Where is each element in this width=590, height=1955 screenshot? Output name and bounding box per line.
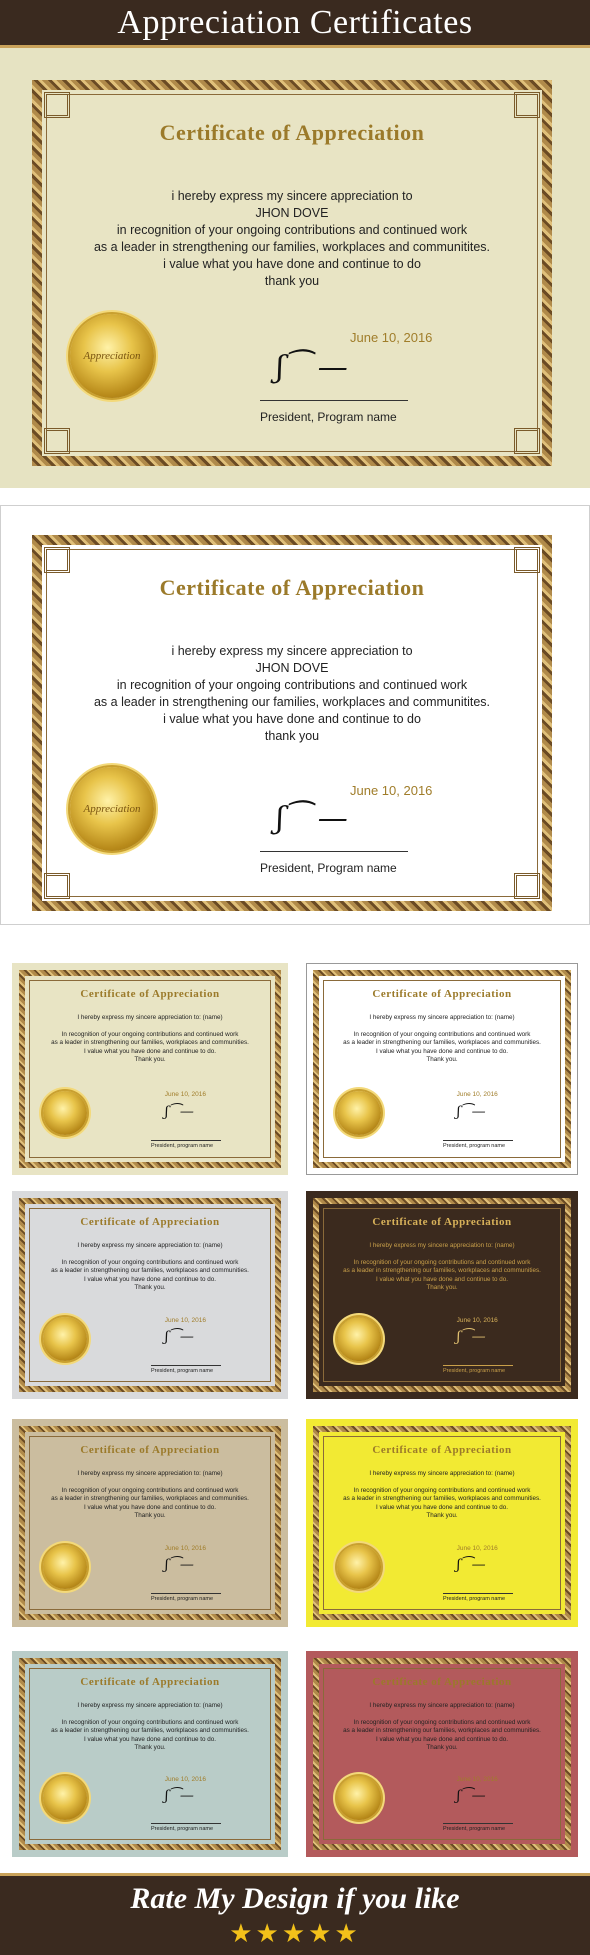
certificate-line: In recognition of your ongoing contributions and continued work [353, 1258, 531, 1266]
certificate-date: June 10, 2016 [350, 783, 433, 798]
gold-seal [70, 314, 154, 398]
corner-ornament [44, 92, 70, 118]
gold-seal [43, 1776, 87, 1820]
signature: ʃ⁀— [456, 1103, 486, 1120]
certificate-line: in recognition of your ongoing contributions and continued work [116, 678, 468, 692]
signer-name: President, program name [151, 1367, 214, 1374]
corner-ornament [514, 92, 540, 118]
certificate-title: Certificate of Appreciation [372, 988, 512, 1000]
certificate-line: I value what you have done and continue to do. [376, 1503, 508, 1511]
certificate-title: Certificate of Appreciation [80, 1444, 220, 1456]
certificate-line: as a leader in strengthening our families, workplaces and communities. [51, 1267, 249, 1274]
certificate-line: thank you [264, 729, 320, 743]
certificate-date: June 10, 2016 [350, 330, 433, 345]
certificate-line: as a leader in strengthening our families, workplaces and communities. [343, 1727, 541, 1734]
certificate-line: Thank you. [426, 1512, 458, 1519]
certificate-line: as a leader in strengthening our families, workplaces and communities. [51, 1727, 249, 1734]
certificate-line: i hereby express my sincere appreciation to [171, 644, 413, 658]
signer-name: President, program name [151, 1826, 214, 1833]
signature: ʃ⁀ — [276, 350, 348, 385]
certificate-line: I value what you have done and continue to do. [84, 1503, 216, 1511]
signature-line [151, 1593, 221, 1594]
certificate-line: as a leader in strengthening our families, workplaces and communities. [51, 1495, 249, 1502]
signature: ʃ⁀— [164, 1787, 194, 1804]
certificate-line: I value what you have done and continue to do. [84, 1275, 216, 1283]
gold-seal [337, 1317, 381, 1361]
certificate-line: In recognition of your ongoing contributions and continued work [61, 1486, 239, 1494]
signer-name: President, Program name [260, 410, 397, 424]
certificate-line: i hereby express my sincere appreciation to [171, 189, 413, 203]
signer-name: President, program name [443, 1143, 506, 1150]
certificate-line: Thank you. [426, 1056, 458, 1063]
certificate-line: Thank you. [426, 1744, 458, 1751]
certificate-line: Thank you. [426, 1284, 458, 1291]
rate-text: Rate My Design if you like [130, 1882, 460, 1915]
certificate-title: Certificate of Appreciation [372, 1676, 512, 1688]
certificate-line: Thank you. [134, 1512, 166, 1519]
corner-ornament [514, 428, 540, 454]
gold-seal [337, 1091, 381, 1135]
certificate-line: Thank you. [134, 1056, 166, 1063]
small-certificate [306, 1419, 578, 1627]
signer-name: President, Program name [260, 861, 397, 875]
certificate-line: In recognition of your ongoing contributions and continued work [61, 1030, 239, 1038]
small-certificate [12, 1191, 288, 1399]
certificate-date: June 10, 2016 [456, 1091, 498, 1099]
signature-line [260, 400, 408, 401]
gold-seal [43, 1317, 87, 1361]
certificate-line: as a leader in strengthening our families, workplaces and communities. [343, 1267, 541, 1274]
small-certificate [12, 963, 288, 1175]
certificate-line: In recognition of your ongoing contributions and continued work [353, 1718, 531, 1726]
signer-name: President, program name [443, 1826, 506, 1833]
header-banner [0, 0, 590, 48]
gold-seal [70, 767, 154, 851]
corner-ornament [44, 873, 70, 899]
certificate-date: June 10, 2016 [456, 1775, 498, 1783]
certificate-title: Certificate of Appreciation [372, 1444, 512, 1456]
large-certificate-white [32, 535, 552, 911]
certificate-line: In recognition of your ongoing contributions and continued work [61, 1258, 239, 1266]
certificate-line: Thank you. [134, 1744, 166, 1751]
certificate-line: I value what you have done and continue to do. [376, 1275, 508, 1283]
certificate-line: In recognition of your ongoing contributions and continued work [353, 1486, 531, 1494]
certificate-line: I hereby express my sincere appreciation to: (name) [369, 1014, 515, 1021]
certificate-line: thank you [264, 274, 320, 288]
certificate-date: June 10, 2016 [456, 1316, 498, 1324]
certificate-title: Certificate of Appreciation [159, 575, 425, 600]
certificate-line: In recognition of your ongoing contributions and continued work [61, 1718, 239, 1726]
certificate-line: I value what you have done and continue to do. [376, 1047, 508, 1055]
certificate-line: as a leader in strengthening our families, workplaces and communitites. [93, 240, 491, 254]
certificate-line: I hereby express my sincere appreciation to: (name) [77, 1470, 223, 1477]
signature: ʃ⁀— [456, 1557, 486, 1574]
certificate-title: Certificate of Appreciation [372, 1216, 512, 1228]
gold-seal [43, 1545, 87, 1589]
gold-seal [337, 1776, 381, 1820]
gold-seal [43, 1091, 87, 1135]
signature: ʃ⁀— [456, 1329, 486, 1346]
small-certificate [306, 1651, 578, 1857]
corner-ornament [514, 873, 540, 899]
large-certificate-cream [32, 80, 552, 466]
certificate-line: I hereby express my sincere appreciation to: (name) [369, 1242, 515, 1249]
certificate-line: as a leader in strengthening our families, workplaces and communitites. [93, 695, 491, 709]
recipient-name: JHON DOVE [255, 206, 329, 220]
certificate-date: June 10, 2016 [164, 1091, 206, 1099]
certificate-line: i value what you have done and continue to do [163, 712, 421, 726]
signature: ʃ⁀— [164, 1103, 194, 1120]
certificate-line: I hereby express my sincere appreciation to: (name) [369, 1470, 515, 1477]
signature-line [443, 1593, 513, 1594]
certificate-title: Certificate of Appreciation [80, 1216, 220, 1228]
footer-banner [0, 1873, 590, 1955]
signature-line [443, 1823, 513, 1824]
certificate-line: as a leader in strengthening our families, workplaces and communities. [343, 1039, 541, 1046]
certificate-line: I hereby express my sincere appreciation to: (name) [77, 1014, 223, 1021]
signer-name: President, program name [151, 1595, 214, 1602]
certificate-line: I value what you have done and continue to do. [376, 1735, 508, 1743]
signer-name: President, program name [443, 1367, 506, 1374]
certificate-line: I hereby express my sincere appreciation to: (name) [369, 1702, 515, 1709]
signature: ʃ⁀— [164, 1557, 194, 1574]
small-certificate [306, 1191, 578, 1399]
signer-name: President, program name [443, 1595, 506, 1602]
certificate-date: June 10, 2016 [164, 1544, 206, 1552]
certificate-title: Certificate of Appreciation [80, 1676, 220, 1688]
rating-stars: ★★★★★ [229, 1918, 361, 1948]
certificate-line: I value what you have done and continue to do. [84, 1735, 216, 1743]
seal-label: Appreciation [83, 350, 141, 362]
gold-seal [337, 1545, 381, 1589]
signature-line [443, 1140, 513, 1141]
certificate-line: I hereby express my sincere appreciation to: (name) [77, 1702, 223, 1709]
corner-ornament [44, 547, 70, 573]
signature-line [443, 1365, 513, 1366]
corner-ornament [514, 547, 540, 573]
small-certificate [306, 963, 578, 1175]
small-certificate [12, 1419, 288, 1627]
certificate-line: I hereby express my sincere appreciation to: (name) [77, 1242, 223, 1249]
signature-line [151, 1140, 221, 1141]
page-title: Appreciation Certificates [117, 3, 473, 41]
signature: ʃ⁀ — [276, 801, 348, 836]
signature: ʃ⁀— [456, 1787, 486, 1804]
certificate-title: Certificate of Appreciation [80, 988, 220, 1000]
certificate-line: In recognition of your ongoing contributions and continued work [353, 1030, 531, 1038]
certificate-line: Thank you. [134, 1284, 166, 1291]
certificate-date: June 10, 2016 [164, 1775, 206, 1783]
certificate-line: as a leader in strengthening our families, workplaces and communities. [51, 1039, 249, 1046]
certificate-line: i value what you have done and continue to do [163, 257, 421, 271]
signature: ʃ⁀— [164, 1329, 194, 1346]
signer-name: President, program name [151, 1143, 214, 1150]
certificate-title: Certificate of Appreciation [159, 120, 425, 145]
certificate-line: I value what you have done and continue to do. [84, 1047, 216, 1055]
certificate-date: June 10, 2016 [456, 1544, 498, 1552]
signature-line [260, 851, 408, 852]
certificate-date: June 10, 2016 [164, 1316, 206, 1324]
signature-line [151, 1823, 221, 1824]
signature-line [151, 1365, 221, 1366]
certificate-line: as a leader in strengthening our families, workplaces and communities. [343, 1495, 541, 1502]
corner-ornament [44, 428, 70, 454]
certificate-line: in recognition of your ongoing contributions and continued work [116, 223, 468, 237]
seal-label: Appreciation [83, 803, 141, 815]
recipient-name: JHON DOVE [255, 661, 329, 675]
small-certificate [12, 1651, 288, 1857]
